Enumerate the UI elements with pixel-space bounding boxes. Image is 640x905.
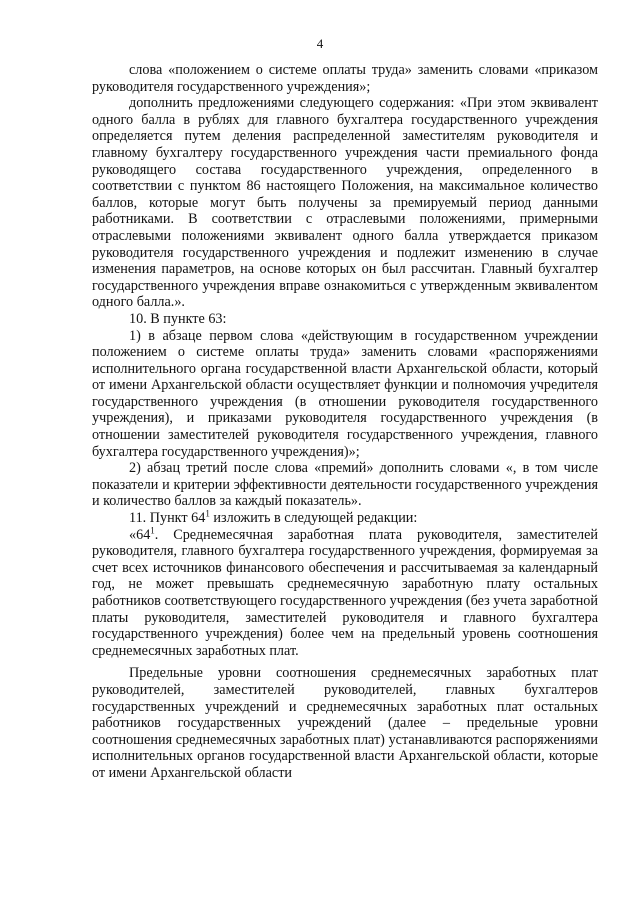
paragraph-point-64-1 xyxy=(92,524,598,660)
point-64-1-text-start: «64 xyxy=(129,526,151,543)
item-11-superscript: 1 xyxy=(205,508,210,519)
item-11-text-end: изложить в следующей редакции: xyxy=(209,510,418,527)
paragraph-subitem-2: 2) абзац третий после слова «премий» дополнить словами «, в том числе показатели и критерии эффективности деятельности государственного учреждения и количество баллов за каждый показатель». xyxy=(92,460,598,510)
paragraph-item-11 xyxy=(92,510,598,527)
paragraph-replacement-words: слова «положением о системе оплаты труда» заменить словами «приказом руководителя государственного учреждения»; xyxy=(92,62,598,95)
point-64-1-superscript: 1 xyxy=(150,524,155,535)
item-11-text-start: 11. Пункт 64 xyxy=(129,510,206,527)
paragraph-item-10: 10. В пункте 63: xyxy=(129,310,227,327)
page-number: 4 xyxy=(316,36,324,51)
paragraph-salary-limits: Предельные уровни соотношения среднемесячных заработных плат руководителей, заместителей руководителей, главных бухгалтеров государственных учреждений и среднемесячных заработных плат остальных работников государственных учреждений (далее – предельные уровни соотношения среднемесячных заработных плат) устанавливаются распоряжениями исполнительных органов государственной власти Архангельской области, которые от имени Архангельской области xyxy=(92,665,598,781)
point-64-1-text-end: . Среднемесячная заработная плата руководителя, заместителей руководителя, главного бухгалтера государственного учреждения, формируемая за счет всех источников финансового обеспечения и рассчитываемая за календарный год, не может превышать среднемесячную заработную плату остальных работников соответствующего государственного учреждения (без учета заработной платы руководителя, заместителей руководителя и главного бухгалтера государственного учреждения) более чем на предельный уровень соотношения среднемесячных заработных плат. xyxy=(92,526,598,659)
paragraph-add-sentences: дополнить предложениями следующего содержания: «При этом эквивалент одного балла в рублях для главного бухгалтера государственного учреждения определяется путем деления распределенной заместителям руководителя и главному бухгалтеру государственного учреждения части премиального фонда руководящего состава государственного учреждения, определенного в соответствии с пунктом 86 настоящего Положения, на максимальное количество баллов, которые могут быть получены за премируемый период данными работниками. В соответствии с отраслевыми положениями, примерными отраслевыми положениями эквивалент одного балла утверждается приказом руководителя государственного учреждения и подлежит изменению в случае изменения параметров, на основе которых он был рассчитан. Главный бухгалтер государственного учреждения вправе ознакомиться с утвержденным эквивалентом одного балла.». xyxy=(92,95,598,311)
document-body xyxy=(92,62,598,782)
paragraph-subitem-1: 1) в абзаце первом слова «действующим в государственном учреждении положением о системе оплаты труда» заменить словами «распоряжениями исполнительного органа государственной власти Архангельской области, который от имени Архангельской области осуществляет функции и полномочия учредителя государственного учреждения (в отношении руководителя государственного учреждения), и приказами руководителя государственного учреждения (в отношении заместителей руководителя государственного учреждения, главного бухгалтера государственного учреждения)»; xyxy=(92,327,598,460)
